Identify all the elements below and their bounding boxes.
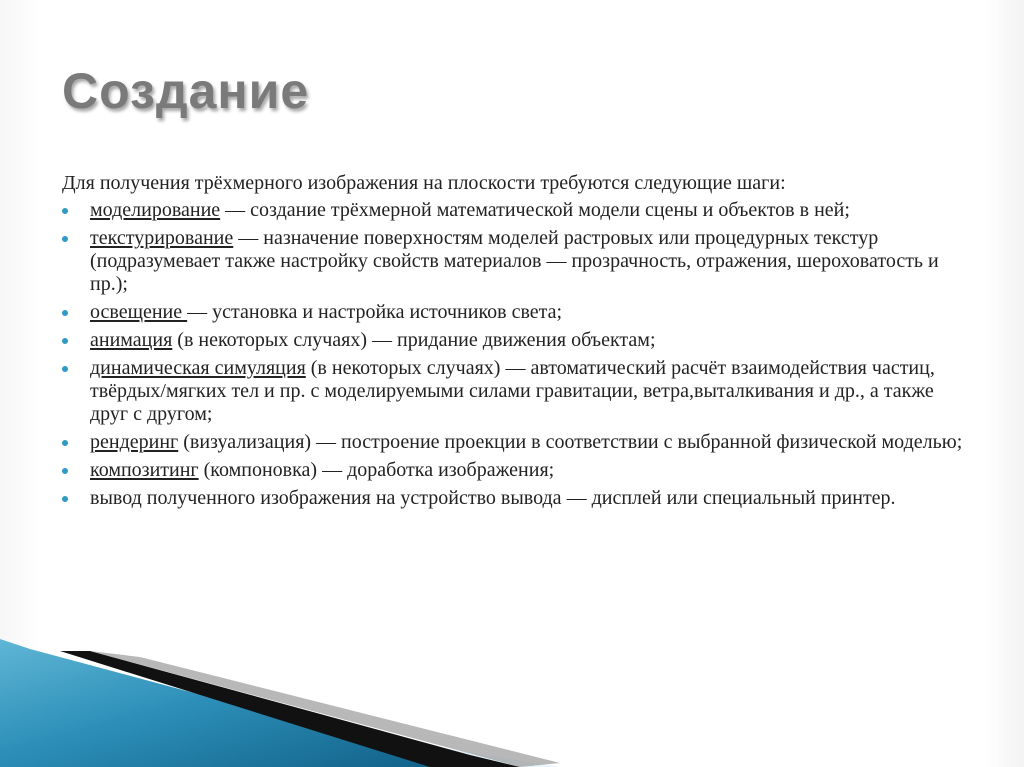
step-term[interactable]: анимация <box>90 329 173 351</box>
step-term[interactable]: композитинг <box>90 459 199 481</box>
slide-body <box>62 172 972 515</box>
list-item <box>62 431 972 454</box>
list-item <box>62 199 972 222</box>
list-item <box>62 357 972 426</box>
bullet-dot-icon <box>62 366 68 372</box>
list-item <box>62 459 972 482</box>
bullet-dot-icon <box>62 440 68 446</box>
slide-title: Создание <box>62 63 310 119</box>
list-item <box>62 301 972 324</box>
steps-list <box>62 199 972 510</box>
step-description: (в некоторых случаях) — автоматический расчёт взаимодействия частиц, твёрдых/мягких тел и пр. с моделируемыми силами гравитации, ветра,выталкивания и др., а также друг с другом; <box>90 357 935 425</box>
bottom-ribbon-decoration <box>0 627 1024 767</box>
list-item <box>62 329 972 352</box>
step-description: — установка и настройка источников света; <box>187 301 563 323</box>
bullet-dot-icon <box>62 338 68 344</box>
intro-text: Для получения трёхмерного изображения на плоскости требуются следующие шаги: <box>62 172 786 194</box>
step-description: (визуализация) — построение проекции в соответствии с выбранной физической моделью; <box>178 431 963 453</box>
bullet-dot-icon <box>62 496 68 502</box>
bullet-dot-icon <box>62 236 68 242</box>
bullet-dot-icon <box>62 208 68 214</box>
list-item <box>62 487 972 510</box>
step-term[interactable]: динамическая симуляция <box>90 357 306 379</box>
step-description: — назначение поверхностям моделей растровых или процедурных текстур (подразумевает также настройку свойств материалов — прозрачность, отражения, шероховатость и пр.); <box>90 227 939 295</box>
step-description: (в некоторых случаях) — придание движения объектам; <box>172 329 656 351</box>
step-description: — создание трёхмерной математической модели сцены и объектов в ней; <box>220 199 850 221</box>
step-term[interactable]: текстурирование <box>90 227 234 249</box>
list-item <box>62 227 972 296</box>
step-term[interactable]: моделирование <box>90 199 221 221</box>
step-term[interactable]: рендеринг <box>90 431 179 453</box>
step-description: вывод полученного изображения на устройство вывода — дисплей или специальный принтер. <box>90 487 896 509</box>
bullet-dot-icon <box>62 468 68 474</box>
bullet-dot-icon <box>62 310 68 316</box>
step-term[interactable]: освещение <box>90 301 188 323</box>
step-description: (компоновка) — доработка изображения; <box>198 459 555 481</box>
